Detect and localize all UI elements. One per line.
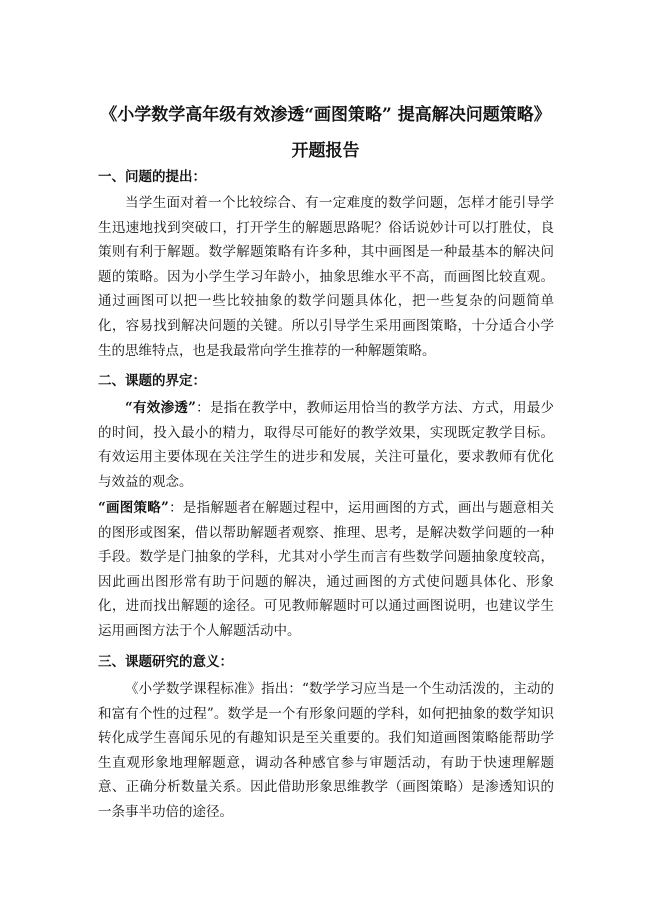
section-heading-significance: 三、课题研究的意义： <box>98 654 233 670</box>
effective-infiltration-definition <box>98 396 554 494</box>
drawing-strategy-term: “画图策略” <box>98 500 169 516</box>
drawing-strategy-definition <box>98 496 554 644</box>
effective-infiltration-term: “有效渗透” <box>125 400 196 416</box>
section-heading-definition: 二、课题的界定： <box>98 373 206 389</box>
effective-infiltration-text: ：是指在教学中，教师运用恰当的教学方法、方式，用最少的时间，投入最小的精力，取得尽可能好的教学效果，实现既定教学目标。有效运用主要体现在关注学生的进步和发展，关注可量化，要求教师有优化与效益的观念。 <box>98 400 555 490</box>
significance-paragraph: 《小学数学课程标准》指出：“数学学习应当是一个生动活泼的，主动的和富有个性的过程”。数学是一个有形象问题的学科，如何把抽象的数学知识转化成学生喜闻乐见的有趣知识是至关重要的。我们知道画图策略能帮助学生直观形象地理解题意，调动各种感官参与审题活动，有助于快速理解题意、正确分析数量关系。因此借助形象思维教学（画图策略）是渗透知识的一条事半功倍的途径。 <box>98 681 554 820</box>
document-title: 《小学数学高年级有效渗透“画图策略” 提高解决问题策略》开题报告 <box>100 105 551 161</box>
drawing-strategy-text: ：是指解题者在解题过程中，运用画图的方式，画出与题意相关的图形或图案，借以帮助解题者观察、推理、思考，是解决数学问题的一种手段。数学是门抽象的学科，尤其对小学生而言有些数学问题抽象度较高，因此画出图形常有助于问题的解决，通过画图的方式使问题具体化、形象化，进而找出解题的途径。可见教师解题时可以通过画图说明，也建议学生运用画图方法于个人解题活动中。 <box>98 500 555 639</box>
section-heading-problem: 一、问题的提出： <box>98 169 206 185</box>
problem-paragraph: 当学生面对着一个比较综合、有一定难度的数学问题，怎样才能引导学生迅速地找到突破口，打开学生的解题思路呢？俗话说妙计可以打胜仗，良策则有利于解题。数学解题策略有许多种，其中画图是一种最基本的解决问题的策略。因为小学生学习年龄小，抽象思维水平不高，而画图比较直观。通过画图可以把一些比较抽象的数学问题具体化，把一些复杂的问题简单化，容易找到解决问题的关键。所以引导学生采用画图策略，十分适合小学生的思维特点，也是我最常向学生推荐的一种解题策略。 <box>98 195 554 359</box>
